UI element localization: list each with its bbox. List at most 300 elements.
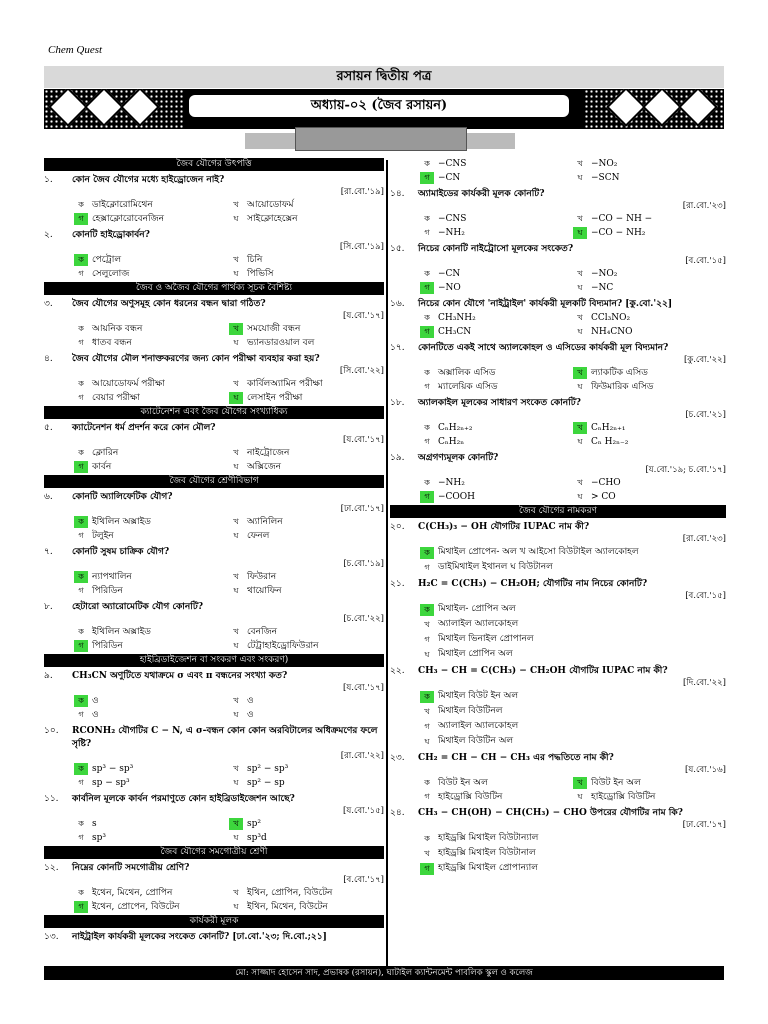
option-item xyxy=(229,817,384,831)
option-text: ইথেন, মিথেন, প্রোপিন xyxy=(92,888,173,898)
section-header: হাইব্রিডাইজেশন বা সংকরণ এবং সংকরণ) xyxy=(44,654,384,667)
question-number: ১৬. xyxy=(390,299,405,309)
option-text: ইথিলিন অক্সাইড xyxy=(92,627,151,637)
column-divider xyxy=(386,160,388,970)
option-text: মিথাইল ভিনাইল প্রোপানল xyxy=(438,634,534,644)
option-text: ফিউমারিক এসিড xyxy=(591,382,654,392)
option-marker: ঘ xyxy=(233,531,239,540)
question-row xyxy=(390,807,726,820)
option-item xyxy=(74,267,229,281)
options-grid xyxy=(74,253,384,281)
question-text: CH₃ − CH(OH) − CH(CH₃) − CHO উপরের যৌগটির নাম কি? xyxy=(418,808,683,818)
option-item xyxy=(420,476,573,490)
option-marker: ক xyxy=(424,313,430,322)
option-text: ক্লোরিন xyxy=(92,448,119,458)
option-item xyxy=(420,281,573,295)
option-text: চিনি xyxy=(247,255,263,265)
option-text: > CO xyxy=(591,492,616,502)
option-item xyxy=(573,435,726,449)
question-row xyxy=(390,298,726,311)
question-row xyxy=(44,422,384,435)
option-item xyxy=(420,325,573,339)
option-text: পিরিডিন xyxy=(92,641,123,651)
question-row xyxy=(390,521,726,534)
option-item xyxy=(573,311,726,325)
option-item xyxy=(420,560,726,575)
option-item xyxy=(229,694,384,708)
option-marker: ক xyxy=(78,627,84,636)
option-text: sp − sp³ xyxy=(92,778,130,788)
question-source: [ঢা.বো.'১৭] xyxy=(682,820,726,830)
option-item xyxy=(573,366,726,380)
option-text: মিথাইল বিউট ইন অল xyxy=(438,691,519,701)
option-text: CₙH₂ₙ₊₁ xyxy=(591,423,626,433)
question-row xyxy=(390,397,726,410)
question-text: জৈব যৌগের মৌল শনাক্তকরণের জন্য কোন পরীক্ষা ব্যবহার করা হয়? xyxy=(72,354,320,364)
option-text: sp² xyxy=(247,819,261,829)
question-source: [য.বো.'১৭] xyxy=(343,435,384,445)
option-marker: ঘ xyxy=(577,283,583,292)
correct-option-marker: ক xyxy=(420,547,434,559)
option-text: −CNS xyxy=(438,214,467,224)
option-marker: ঘ xyxy=(233,902,239,911)
option-text: sp³ − sp³ xyxy=(92,764,134,774)
question-row xyxy=(390,452,726,465)
options-grid xyxy=(74,570,384,598)
question-source: [সি.বো.'২২] xyxy=(339,366,384,376)
question-text: নিচের কোন যৌগে 'নাইট্রাইল' কার্যকরী মূলকটি বিদ্যমান? [কু.বো.'২২] xyxy=(418,299,673,309)
question-text: RCONH₂ যৌগটির C − N, এ σ-বন্ধন কোন কোন অরবিটালের অধিক্রমণের ফলে সৃষ্টি? xyxy=(72,726,378,749)
option-item xyxy=(74,625,229,639)
option-item xyxy=(74,694,229,708)
question-row xyxy=(44,725,384,751)
correct-option-marker: খ xyxy=(229,818,243,830)
question-source: [দি.বো.'২২] xyxy=(683,678,726,688)
question-text: অ্যালকাইল মূলকের সাধারণ সংকেত কোনটি? xyxy=(418,398,581,408)
section-header: কার্যকরী মূলক xyxy=(44,915,384,928)
question-number: ২. xyxy=(44,230,53,240)
option-item xyxy=(229,625,384,639)
question-number: ১. xyxy=(44,175,53,185)
option-marker: খ xyxy=(233,200,239,209)
question-source: [য.বো.'১৫] xyxy=(343,806,384,816)
option-item xyxy=(74,460,229,474)
options-grid xyxy=(74,322,384,350)
question-row xyxy=(44,862,384,875)
option-item xyxy=(420,689,726,704)
option-text: ইথিলিন অক্সাইড xyxy=(92,517,151,527)
option-item xyxy=(420,212,573,226)
option-item xyxy=(229,529,384,543)
option-marker: ঘ xyxy=(233,710,239,719)
option-item xyxy=(573,157,726,171)
options-grid xyxy=(420,157,726,185)
option-marker: গ xyxy=(78,393,84,402)
option-text: ইথিন, মিথেন, বিউটেন xyxy=(247,902,328,912)
option-text: ফিউরান xyxy=(247,572,277,582)
question-text: CH₂ = CH − CH − CH₃ এর পদ্ধতিতে নাম কী? xyxy=(418,753,614,763)
option-item xyxy=(420,421,573,435)
option-item xyxy=(573,380,726,394)
option-marker: খ xyxy=(424,619,430,629)
paper-title: রসায়ন দ্বিতীয় পত্র xyxy=(44,66,724,88)
correct-option-marker: খ xyxy=(573,422,587,434)
option-item xyxy=(74,253,229,267)
option-text: হেক্সাক্লোরোবেনজিন xyxy=(92,214,165,224)
section-header: জৈব যৌগের নামকরণ xyxy=(390,505,726,518)
right-column xyxy=(390,157,726,876)
correct-option-marker: ক xyxy=(74,254,88,266)
option-item xyxy=(229,267,384,281)
question-number: ২৩. xyxy=(390,753,405,763)
option-text: হাইড্রোক্সি বিউটিন xyxy=(438,792,503,802)
option-item xyxy=(74,336,229,350)
option-item xyxy=(229,708,384,722)
option-marker: ঘ xyxy=(577,382,583,391)
option-item xyxy=(420,632,726,647)
option-marker: ক xyxy=(424,778,430,787)
option-text: −NH₂ xyxy=(438,228,465,238)
options-list xyxy=(420,545,726,575)
question-source: [চ.বো.'২১] xyxy=(685,410,726,420)
option-item xyxy=(420,704,726,719)
option-marker: গ xyxy=(78,833,84,842)
option-text: পিরিডিন xyxy=(92,586,123,596)
correct-option-marker: গ xyxy=(74,213,88,225)
option-text: sp² − sp³ xyxy=(247,764,289,774)
option-text: বেয়ার পরীক্ষা xyxy=(92,393,140,403)
option-text: CₙH₂ₙ xyxy=(438,437,465,447)
option-text: হাইড্রক্সি মিথাইল বিউটান্যাল xyxy=(438,833,539,843)
option-text: কার্বন xyxy=(92,462,112,472)
option-item xyxy=(229,446,384,460)
chapter-banner xyxy=(44,89,724,129)
question-row xyxy=(44,546,384,559)
option-item xyxy=(229,460,384,474)
option-item xyxy=(420,617,726,632)
option-item xyxy=(229,212,384,226)
section-header: জৈব যৌগের শ্রেণীবিভাগ xyxy=(44,475,384,488)
correct-option-marker: ঘ xyxy=(573,227,587,239)
option-marker: ঘ xyxy=(577,437,583,446)
question-row xyxy=(44,174,384,187)
option-text: আয়োডোফর্ম পরীক্ষা xyxy=(92,379,165,389)
option-text: হাইড্রক্সি মিথাইল বিউটানাল xyxy=(438,848,536,858)
option-marker: খ xyxy=(233,888,239,897)
question-number: ৫. xyxy=(44,423,53,433)
option-marker: গ xyxy=(424,792,430,801)
option-item xyxy=(420,267,573,281)
option-text: −NO₂ xyxy=(591,269,618,279)
option-item xyxy=(229,831,384,845)
option-item xyxy=(573,267,726,281)
option-text: মিথাইল প্রোপেন- অল খ আইসো বিউটাইল অ্যালকোহল xyxy=(438,547,639,557)
question-text: কোনটিতে একই সাথে অ্যালকোহল ও এসিডের কার্যকরী মূল বিদ্যমান? xyxy=(418,343,669,353)
option-item xyxy=(573,476,726,490)
option-text: ধাতব বন্ধন xyxy=(92,338,132,348)
option-marker: গ xyxy=(424,228,430,237)
option-marker: ক xyxy=(424,833,430,843)
option-text: ফেনল xyxy=(247,531,270,541)
question-text: নিচের কোনটি নাইট্রোসো মূলকের সংকেত? xyxy=(418,244,574,254)
options-grid xyxy=(74,817,384,845)
question-number: ১৯. xyxy=(390,453,405,463)
question-text: কোনটি হাইড্রোকার্বন? xyxy=(72,230,150,240)
question-source: [সি.বো.'১৯] xyxy=(339,242,384,252)
options-list xyxy=(420,689,726,749)
option-item xyxy=(420,647,726,662)
option-item xyxy=(573,212,726,226)
option-text: মিথাইল বিউটিনল xyxy=(438,706,503,716)
option-marker: খ xyxy=(577,313,583,322)
option-marker: খ xyxy=(233,255,239,264)
option-marker: গ xyxy=(424,721,430,731)
question-text: হেটারো অ্যারোমেটিক যৌগ কোনটি? xyxy=(72,602,204,612)
question-row xyxy=(44,601,384,614)
question-row xyxy=(44,491,384,504)
option-text: NH₄CNO xyxy=(591,327,633,337)
option-item xyxy=(74,817,229,831)
option-marker: ঘ xyxy=(233,269,239,278)
option-text: CH₃NH₂ xyxy=(438,313,476,323)
question-number: ২০. xyxy=(390,522,405,532)
option-item xyxy=(74,584,229,598)
option-marker: গ xyxy=(78,710,84,719)
correct-option-marker: ক xyxy=(74,695,88,707)
option-text: −CO − NH₂ xyxy=(591,228,646,238)
section-header: জৈব যৌগের উৎপত্তি xyxy=(44,158,384,171)
option-text: ভ্যানডারওয়াল বল xyxy=(247,338,315,348)
option-text: ও xyxy=(247,710,254,720)
option-marker: ক xyxy=(424,368,430,377)
option-text: ও xyxy=(247,696,254,706)
question-number: ৭. xyxy=(44,547,53,557)
question-text: নাইট্রাইল কার্যকরী মূলকের সংকেত কোনটি? [ঢা.বো.'২৩; দি.বো.;২১] xyxy=(72,932,327,942)
option-item xyxy=(74,391,229,405)
option-item xyxy=(74,639,229,653)
question-row xyxy=(390,188,726,201)
option-item xyxy=(229,762,384,776)
option-text: −CHO xyxy=(591,478,621,488)
correct-option-marker: গ xyxy=(420,326,434,338)
option-item xyxy=(573,171,726,185)
option-item xyxy=(420,545,726,560)
option-marker: খ xyxy=(233,517,239,526)
option-marker: গ xyxy=(424,437,430,446)
option-item xyxy=(229,900,384,914)
option-marker: ক xyxy=(78,200,84,209)
options-list xyxy=(420,831,726,876)
option-marker: খ xyxy=(577,269,583,278)
option-text: −NC xyxy=(591,283,614,293)
correct-option-marker: গ xyxy=(74,461,88,473)
question-source: [রা.বো.'২২] xyxy=(340,751,384,761)
footer-credit: মো: সাজ্জাদ হোসেন সাদ, প্রভাষক (রসায়ন), ঘাটাইল ক্যান্টনমেন্ট পাবলিক স্কুল ও কলেজ xyxy=(44,966,724,980)
option-text: আয়নিক বন্ধন xyxy=(92,324,143,334)
option-marker: ঘ xyxy=(577,792,583,801)
option-item xyxy=(229,377,384,391)
question-row xyxy=(390,752,726,765)
option-item xyxy=(420,790,573,804)
option-marker: ক xyxy=(424,214,430,223)
question-number: ১৩. xyxy=(44,932,59,942)
options-grid xyxy=(420,212,726,240)
option-text: হাইড্রোক্সি বিউটিন xyxy=(591,792,656,802)
option-item xyxy=(74,515,229,529)
option-item xyxy=(74,886,229,900)
option-text: Cₙ H₂ₙ₋₂ xyxy=(591,437,629,447)
option-marker: ঘ xyxy=(233,462,239,471)
question-number: ১৭. xyxy=(390,343,405,353)
option-item xyxy=(573,490,726,504)
options-grid xyxy=(74,198,384,226)
question-text: CH₃CN অণুটিতে যথাক্রমে σ এবং π বন্ধনের সংখ্যা কত? xyxy=(72,671,288,681)
question-source: [য.বো.'১৬] xyxy=(685,765,726,775)
option-item xyxy=(420,311,573,325)
question-source: [য.বো.'১৭] xyxy=(343,683,384,693)
section-header: ক্যাটেনেশন এবং জৈব যৌগের সংখ্যাধিক্য xyxy=(44,406,384,419)
option-text: অ্যানিলিন xyxy=(247,517,283,527)
option-item xyxy=(420,846,726,861)
option-marker: খ xyxy=(233,627,239,636)
option-marker: ঘ xyxy=(233,641,239,650)
option-item xyxy=(420,366,573,380)
option-text: −NO xyxy=(438,283,461,293)
option-text: −CNS xyxy=(438,159,467,169)
question-source: [য.বো.'১৭] xyxy=(343,311,384,321)
question-row xyxy=(390,665,726,678)
option-marker: ক xyxy=(78,324,84,333)
option-item xyxy=(74,570,229,584)
option-text: পিভিসি xyxy=(247,269,274,279)
option-text: মিথাইল বিউটিন অল xyxy=(438,736,514,746)
question-source: [কু.বো.'২২] xyxy=(683,355,726,365)
option-item xyxy=(229,639,384,653)
question-number: ৬. xyxy=(44,492,53,502)
option-text: ও xyxy=(92,710,99,720)
option-item xyxy=(573,776,726,790)
option-item xyxy=(229,515,384,529)
option-text: CₙH₂ₙ₊₂ xyxy=(438,423,473,433)
option-item xyxy=(573,421,726,435)
correct-option-marker: ক xyxy=(74,516,88,528)
question-text: C(CH₃)₃ − OH যৌগটির IUPAC নাম কী? xyxy=(418,522,590,532)
option-text: মিথাইল প্রোপিন অল xyxy=(438,649,513,659)
option-text: টলুইন xyxy=(92,531,114,541)
option-item xyxy=(420,157,573,171)
option-text: পেট্রোল xyxy=(92,255,122,265)
question-row xyxy=(44,793,384,806)
option-marker: ক xyxy=(78,379,84,388)
option-text: ল্যাকটিক এসিড xyxy=(591,368,648,378)
question-text: কোনটি সুষম চাক্রিক যৌগ? xyxy=(72,547,170,557)
correct-option-marker: খ xyxy=(573,777,587,789)
question-source: [চ.বো.'২২] xyxy=(343,614,384,624)
options-grid xyxy=(74,625,384,653)
option-item xyxy=(229,253,384,267)
correct-option-marker: গ xyxy=(420,491,434,503)
option-item xyxy=(420,776,573,790)
option-marker: ঘ xyxy=(577,173,583,182)
option-text: −CO − NH − xyxy=(591,214,653,224)
question-row xyxy=(390,342,726,355)
options-grid xyxy=(74,762,384,790)
question-number: ৯. xyxy=(44,671,53,681)
question-row xyxy=(44,298,384,311)
question-number: ১৪. xyxy=(390,189,405,199)
option-item xyxy=(420,861,726,876)
option-text: হাইড্রক্সি মিথাইল প্রোপান্যাল xyxy=(438,863,538,873)
question-source: [রা.বো.'২৩] xyxy=(682,534,726,544)
option-marker: গ xyxy=(78,778,84,787)
option-marker: ক xyxy=(424,478,430,487)
correct-option-marker: ক xyxy=(420,604,434,616)
option-item xyxy=(573,790,726,804)
options-grid xyxy=(420,267,726,295)
question-row xyxy=(44,353,384,366)
option-marker: খ xyxy=(233,764,239,773)
option-marker: ঘ xyxy=(424,649,430,659)
option-text: ও xyxy=(92,696,99,706)
question-row xyxy=(44,229,384,242)
correct-option-marker: খ xyxy=(229,323,243,335)
option-item xyxy=(573,325,726,339)
option-text: ইথেন, প্রোপেন, বিউটেন xyxy=(92,902,180,912)
option-marker: গ xyxy=(78,586,84,595)
option-text: CH₃CN xyxy=(438,327,472,337)
question-text: অগ্রগণ্যমূলক কোনটি? xyxy=(418,453,499,463)
options-grid xyxy=(74,446,384,474)
option-text: বিউট ইন অল xyxy=(591,778,641,788)
question-row xyxy=(390,243,726,256)
question-text: নিম্নের কোনটি সমগোত্রীয় শ্রেণি? xyxy=(72,863,190,873)
question-number: ১৮. xyxy=(390,398,405,408)
option-text: বিউট ইন অল xyxy=(438,778,488,788)
option-text: সাইক্লোহেক্সেন xyxy=(247,214,298,224)
option-item xyxy=(229,570,384,584)
options-grid xyxy=(74,694,384,722)
option-text: CCl₃NO₂ xyxy=(591,313,631,323)
option-marker: ঘ xyxy=(233,833,239,842)
option-marker: ক xyxy=(78,888,84,897)
question-number: ২১. xyxy=(390,579,405,589)
option-marker: গ xyxy=(424,382,430,391)
question-text: ক্যাটেনেশন ধর্ম প্রদর্শন করে কোন মৌল? xyxy=(72,423,216,433)
question-text: H₂C = C(CH₃) − CH₂OH; যৌগটির নাম নিচের কোনটি? xyxy=(418,579,648,589)
option-text: ম্যালেয়িক এসিড xyxy=(438,382,498,392)
option-item xyxy=(420,490,573,504)
option-item xyxy=(420,171,573,185)
option-item xyxy=(74,529,229,543)
option-text: টেট্রাহাইড্রোফিউরান xyxy=(247,641,319,651)
option-text: কার্বিলঅ্যামিন পরীক্ষা xyxy=(247,379,323,389)
options-grid xyxy=(74,886,384,914)
question-source: [চ.বো.'১৯] xyxy=(343,559,384,569)
section-header: জৈব যৌগের সমগোত্রীয় শ্রেণী xyxy=(44,846,384,859)
option-marker: খ xyxy=(233,448,239,457)
question-text: জৈব যৌগের অণুসমূহ কোন ধরনের বন্ধন দ্বারা গঠিত? xyxy=(72,299,266,309)
option-item xyxy=(74,446,229,460)
question-source: [ঢা.বো.'১৭] xyxy=(340,504,384,514)
option-text: নাইট্রোজেন xyxy=(247,448,290,458)
option-marker: খ xyxy=(577,478,583,487)
question-number: ১২. xyxy=(44,863,59,873)
option-marker: ক xyxy=(424,159,430,168)
option-marker: খ xyxy=(233,379,239,388)
option-text: −NH₂ xyxy=(438,478,465,488)
option-text: অ্যালাইল অ্যালকোহল xyxy=(438,619,519,629)
option-item xyxy=(573,226,726,240)
